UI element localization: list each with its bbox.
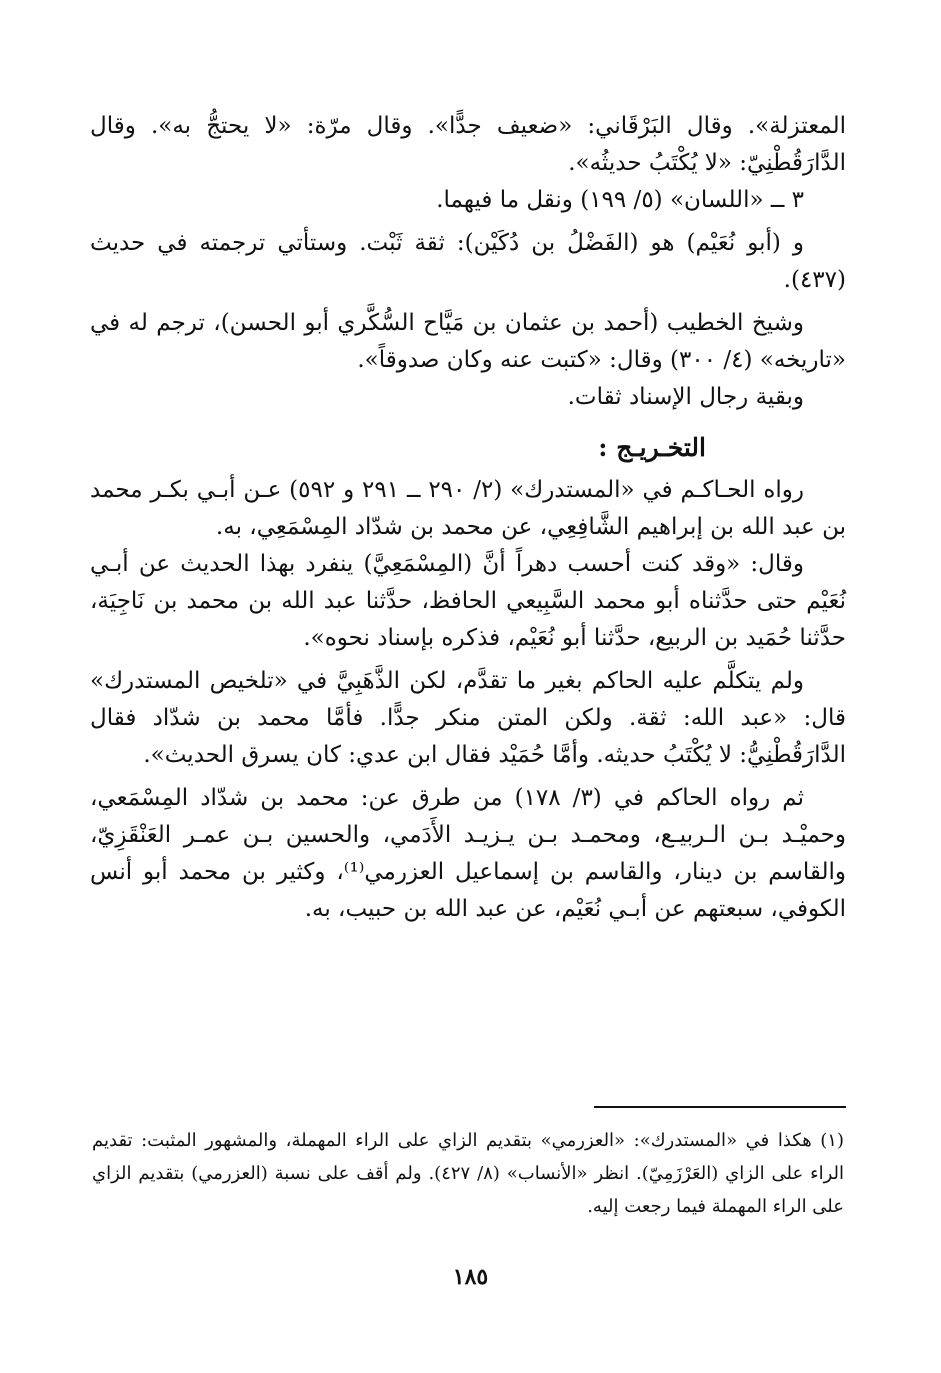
main-text	[90, 108, 846, 928]
paragraph-mutazila: المعتزلة». وقال البَرْقَاني: «ضعيف جدًّا». وقال مرّة: «لا يحتجُّ به». وقال الدَّارَقُطْنِيّ: «لا يُكْتَبُ حديثُه».	[90, 113, 846, 176]
paragraph-hakim-quote: وقال: «وقد كنت أحسب دهراً أنَّ (المِسْمَعِيَّ) ينفرد بهذا الحديث عن أبـي نُعَيْم حتى حدَّثناه أبو محمد السَّبِيعي الحافظ، حدَّثنا عبد الله بن محمد بن نَاجِيَة، حدَّثنا حُمَيد بن الربيع، حدَّثنا أبو نُعَيْم، فذكره بإسناد نحوه».	[90, 551, 846, 651]
page-body	[90, 108, 846, 928]
takhrij-heading: التخـريـج :	[598, 433, 706, 462]
paragraph-dhahabi: ولم يتكلَّم عليه الحاكم بغير ما تقدَّم، لكن الذَّهَبِيَّ في «تلخيص المستدرك» قال: «عبد الله: ثقة. ولكن المتن منكر جدًّا. فأمَّا محمد بن شدّاد فقال الدَّارَقُطْنِيُّ: لا يُكْتَبُ حديثه. وأمَّا حُمَيْد فقال ابن عدي: كان يسرق الحديث».	[90, 668, 846, 768]
paragraph-hakim-mustadrak: رواه الحـاكـم في «المستدرك» (٢/ ٢٩٠ ــ ٢٩١ و ٥٩٢) عـن أبـي بكـر محمد بن عبد الله بن إبراهيم الشَّافِعِي، عن محمد بن شدّاد المِسْمَعِي، به.	[90, 477, 846, 540]
footnote-1: (١) هكذا في «المستدرك»: «العزرمي» بتقديم الزاي على الراء المهملة، والمشهور المثبت: تقديم الراء على الزاي (العَرْزَمِيّ). انظر «الأنساب» (٨/ ٤٢٧). ولم أقف على نسبة (العزرمي) بتقديم الزاي على الراء المهملة فيما رجعت إليه.	[92, 1130, 845, 1217]
footnotes	[92, 1124, 844, 1223]
paragraph-hakim-turuq: ثم رواه الحاكم في (٣/ ١٧٨) من طرق عن: محمد بن شدّاد المِسْمَعي، وحميْـد بـن الـربيـع، ومحمـد بـن يـزيـد الأَدَمي، والحسين بـن عمـر العَنْقَزِيّ، والقاسم بن دينار، والقاسم بن إسماعيل العزرمي⁽¹⁾، وكثير بن محمد أبو أنس الكوفي، سبعتهم عن أبـي نُعَيْم، عن عبد الله بن حبيب، به.	[90, 785, 846, 922]
paragraph-abu-nuaym: و (أبو نُعَيْم) هو (الفَضْلُ بن دُكَيْن): ثقة ثَبْت. وستأتي ترجمته في حديث (٤٣٧).	[90, 230, 846, 293]
paragraph-lisan: ٣ ــ «اللسان» (٥/ ١٩٩) ونقل ما فيهما.	[436, 187, 804, 213]
page-number: ١٨٥	[452, 1264, 489, 1290]
paragraph-thiqat: وبقية رجال الإسناد ثقات.	[567, 384, 804, 410]
paragraph-shaykh-khatib: وشيخ الخطيب (أحمد بن عثمان بن مَيَّاح السُّكَّري أبو الحسن)، ترجم له في «تاريخه» (٤/ ٣٠٠) وقال: «كتبت عنه وكان صدوقاً».	[90, 310, 846, 373]
footnote-divider	[594, 1106, 846, 1108]
